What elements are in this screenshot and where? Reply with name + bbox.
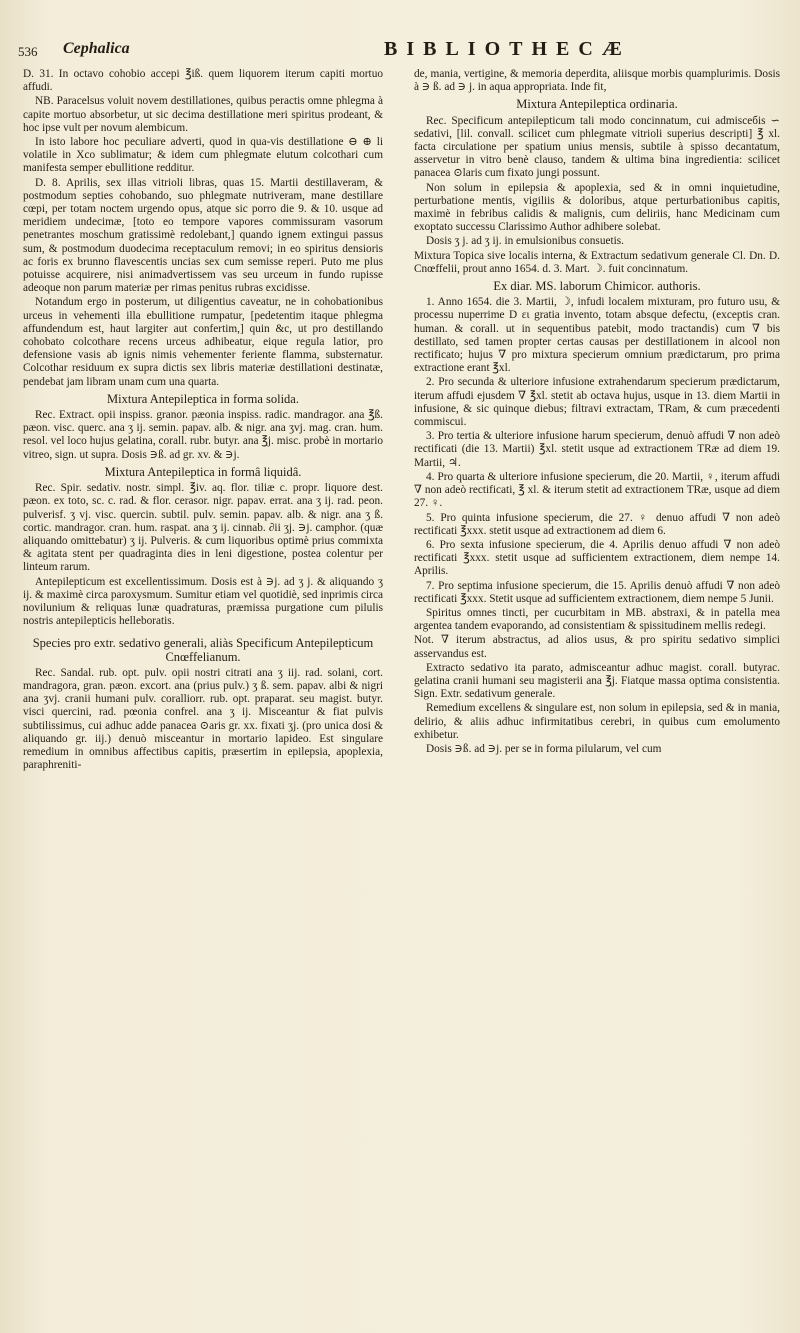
recipe-heading: Ex diar. MS. laborum Chimicor. authoris.	[493, 279, 701, 294]
recipe-heading: Mixtura Antepileptica ordinaria.	[516, 97, 678, 112]
paragraph-spacer	[23, 629, 383, 633]
paragraph: 3. Pro tertia & ulteriore infusione harum specierum, denuò affudi ∇ non adeò rectificati (die 13. Martii) ℥xl. stetit usque ad extractionem TRæ ad diem 19. Martii, ♃.	[414, 430, 780, 469]
paragraph: 1. Anno 1654. die 3. Martii, ☽, infudi localem mixturam, pro futuro usu, & processu nuperrime D ει gratia invento, totam absque defectu, (exceptis cran. human. & corall. ut in sequentibus patebit, modo tractandis) cum ∇ bis destillato, sed tamen propter certas causas per destillationem in alcool non rectificato; hujus ∇ pro mixtura specierum omnium prædictarum, pro prima extractione erant ℥xl.	[414, 296, 780, 375]
running-title: BIBLIOTHECÆ	[384, 38, 631, 60]
paragraph: Spiritus omnes tincti, per cucurbitam in MB. abstraxi, & in patella mea argentea tandem evaporando, ad consistentiam & spissitudinem mellis redegi.	[414, 606, 780, 633]
paragraph: D. 31. In octavo cohobio accepi ℥iß. quem liquorem iterum capiti mortuo affudi.	[23, 68, 383, 94]
page-number: 536	[18, 44, 38, 59]
paragraph: In isto labore hoc peculiare adverti, quod in qua-vis destillatione ⊖ ⊕ li volatile in Xco sublimatur; & idem cum phlegmate elutum colcothari cum manifesta semper ebullitione redditur.	[23, 136, 383, 175]
paragraph: Rec. Extract. opii inspiss. granor. pæonia inspiss. radic. mandragor. ana ℥ß. pæon. visc. querc. ana ʒ ij. semin. papav. alb. & nigr. ana ʒvj. mag. cran. hum. resol. vel loco hujus gelatina, corall. rubr. butyr. ana ℥j. misc. probè in mortario vitreo, sign. ut supra. Dosis ∋ß. ad gr. xv. & ∋j.	[23, 409, 383, 461]
right-text-column	[414, 68, 780, 1318]
paragraph: Notandum ergo in posterum, ut diligentius caveatur, ne in cohobationibus urceus in vehementi illa ebullitione rumpatur, [pedetentim itaque phlegma affundendum est, haut largiter aut confertim,] quin &c, ut pro destillando cohobato colcothare recens urceus adhibeatur, eique regula latior, pro defensione vasis ab ignis nimis vehementer feriente flamma, substernatur. Colcothar residuum ex supra dictis sex libris materiæ destillationi destinatæ, pendebat jam libram unam cum una quarta.	[23, 296, 383, 388]
recipe-heading: Mixtura Antepileptica in formâ liquidâ.	[104, 464, 302, 479]
paragraph: D. 8. Aprilis, sex illas vitrioli libras, quas 15. Martii destillaveram, & postmodum septies cohobando, suo phlegmate nutriveram, mane destillare cœpi, per totam noctem urgendo opus, atque sic porro die 9. & 10. usque ad meridiem undecimæ, [toto eo tempore vapores commissuram vasorum penetrantes moschum gratissimè redolebant,] quando ignem extingui passus sum, & postmodum duodecima receptaculum removi; in eo spiritus densioris ac foris ex brunno flavescentis uncias sex cum semisse reperi. Puto me plus potuisse acquirere, nisi animadvertissem vas seu urceum in fundo rupisse adeoque non parum materiæ per rimas penitus rubras excidisse.	[23, 176, 383, 295]
paragraph: Mixtura Topica sive localis interna, & Extractum sedativum generale Cl. Dn. D. Cnœffelii, prout anno 1654. d. 3. Mart. ☽. fuit concinnatum.	[414, 249, 780, 275]
paragraph: Dosis ∋ß. ad ∋j. per se in forma pilularum, vel cum	[426, 742, 662, 755]
paragraph: Remedium excellens & singulare est, non solum in epilepsia, sed & in mania, delirio, & aliis adhuc infirmitatibus cerebri, in quibus cum emolumento exhibetur.	[414, 702, 780, 741]
paragraph: 4. Pro quarta & ulteriore infusione specierum, die 20. Martii, ♀, iterum affudi ∇ non adeò rectificati, ℥ xl. & iterum stetit ad extractionem TRæ, usque ad diem 27. ♀.	[414, 470, 780, 510]
section-title: Cephalica	[63, 40, 130, 57]
paragraph: Rec. Spir. sedativ. nostr. simpl. ℥iv. aq. flor. tiliæ c. propr. liquore dest. pæon. ex toto, sc. c. rad. & flor. cerasor. nigr. papav. errat. ana ʒ ij. rad. peon. pulverisf. ʒ vj. visc. quercin. subtil. pulv. semin. papav. alb. & nigr. ana ʒ ß. cortic. mandragor. cran. hum. raspat. ana ʒ ij. cinnab. ∂ii ʒj. ∋j. camphor. (quæ aliquando omittebatur) ʒ ij. Pulveris. & cum liquoribus optimè prius commixta & agitata stent per quadraginta dies in leni digestione, postea colentur per linteum rarum.	[23, 482, 383, 574]
paragraph: Extracto sedativo ita parato, admisceantur adhuc magist. corall. butyrac. gelatina cranii humani seu magisterii ana ℥j. Fiatque massa optima consistentia. Sign. Extr. sedativum generale.	[414, 661, 780, 701]
paragraph: NB. Paracelsus voluit novem destillationes, quibus peractis omne phlegma à capite mortuo absorbetur, ut sic decima destillatione meri spiritus prodeant, & hoc ipse vult per novum alembicum.	[23, 95, 383, 134]
paragraph: 2. Pro secunda & ulteriore infusione extrahendarum specierum prædictarum, iterum affudi ejusdem ∇ ℥xl. stetit ab octava hujus, usque in 13. diem Martii in infusione, & sic quinque diebus; filtravi extractam, TRam, & cum præcedenti commiscui.	[414, 376, 780, 429]
recipe-heading: Mixtura Antepileptica in forma solida.	[107, 391, 299, 406]
paragraph: 6. Pro sexta infusione specierum, die 4. Aprilis denuo affudi ∇ non adeò rectificati ℥xxx. stetit usque ad sufficientem extractionem, diem nempe 14. Aprilis.	[414, 538, 780, 578]
paragraph: Non solum in epilepsia & apoplexia, sed & in omni inquietudine, perturbatione mentis, vigiliis & doloribus, atque perturbationibus capitis, maximè in febribus calidis & malignis, cum deliriis, hanc Medicinam cum exoptato successu Clarissimo Author adhibere solebat.	[414, 181, 780, 234]
page-header	[18, 34, 788, 66]
paragraph: 5. Pro quinta infusione specierum, die 27. ♀ denuo affudi ∇ non adeò rectificati ℥xxx. stetit usque ad extractionem ad diem 6.	[414, 511, 780, 537]
left-text-column	[23, 68, 383, 1318]
paragraph: Dosis ʒ j. ad ʒ ij. in emulsionibus consuetis.	[426, 235, 624, 248]
paragraph: 7. Pro septima infusione specierum, die 15. Aprilis denuò affudi ∇ non adeò rectificati ℥xxx. Stetit usque ad sufficientem extractionem, diem nempe 5 Junii.	[414, 579, 780, 605]
paragraph: Rec. Sandal. rub. opt. pulv. opii nostri citrati ana ʒ iij. rad. solani, cort. mandragora, gran. pæon. excort. ana (prius pulv.) ʒ ß. sem. papav. albi & nigri ana ʒvj. cranii humani pulv. coralliorr. rub. opt. praparat. seu magist. butyr. visci quercini, rad. pœonia confrel. ana ʒ ij. Misceantur & fiat pulvis subtilissimus, cui adhuc adde panacea ⊙aris gr. xx. fixati ʒj. (pro unica dosi & aliquando gr. iij.) denuò misceantur in mortario lapideo. Est singulare remedium in omnibus affectibus capitis, præsertim in epilepsia, apoplexia, paraphreniti-	[23, 666, 383, 772]
paragraph: Antepilepticum est excellentissimum. Dosis est à ∋j. ad ʒ j. & aliquando ʒ ij. & maximè circa paroxysmum. Sumitur etiam vel quotidiè, sed inprimis circa novilunium & reliquas lunæ quadraturas, præmissa purgatione cum pilulis nostris antepilepticis helleboratis.	[23, 575, 383, 628]
recipe-heading: Species pro extr. sedativo generali, aliàs Specificum Antepilepticum Cnœffelianum.	[32, 636, 374, 664]
paragraph: Not. ∇ iterum abstractus, ad alios usus, & pro spiritu sedativo simplici asservandus est.	[414, 634, 780, 660]
paragraph: de, mania, vertigine, & memoria deperdita, aliisque morbis quamplurimis. Dosis à ∋ ß. ad ∋ j. in aqua appropriata. Inde fit,	[414, 68, 780, 94]
paragraph: Rec. Specificum antepilepticum tali modo concinnatum, cui admisceбis ∽ sedativi, [lil. convall. scilicet cum phlegmate vitrioli superius descripti] ℥ xl. facta circulatione per spatium unius mensis, subtile à spisso decantatum, asservetur in vitro benè clauso, tandem & ultima bina ingredientia: scilicet panacea ⊙laris cum fixato jungi possunt.	[414, 114, 780, 180]
